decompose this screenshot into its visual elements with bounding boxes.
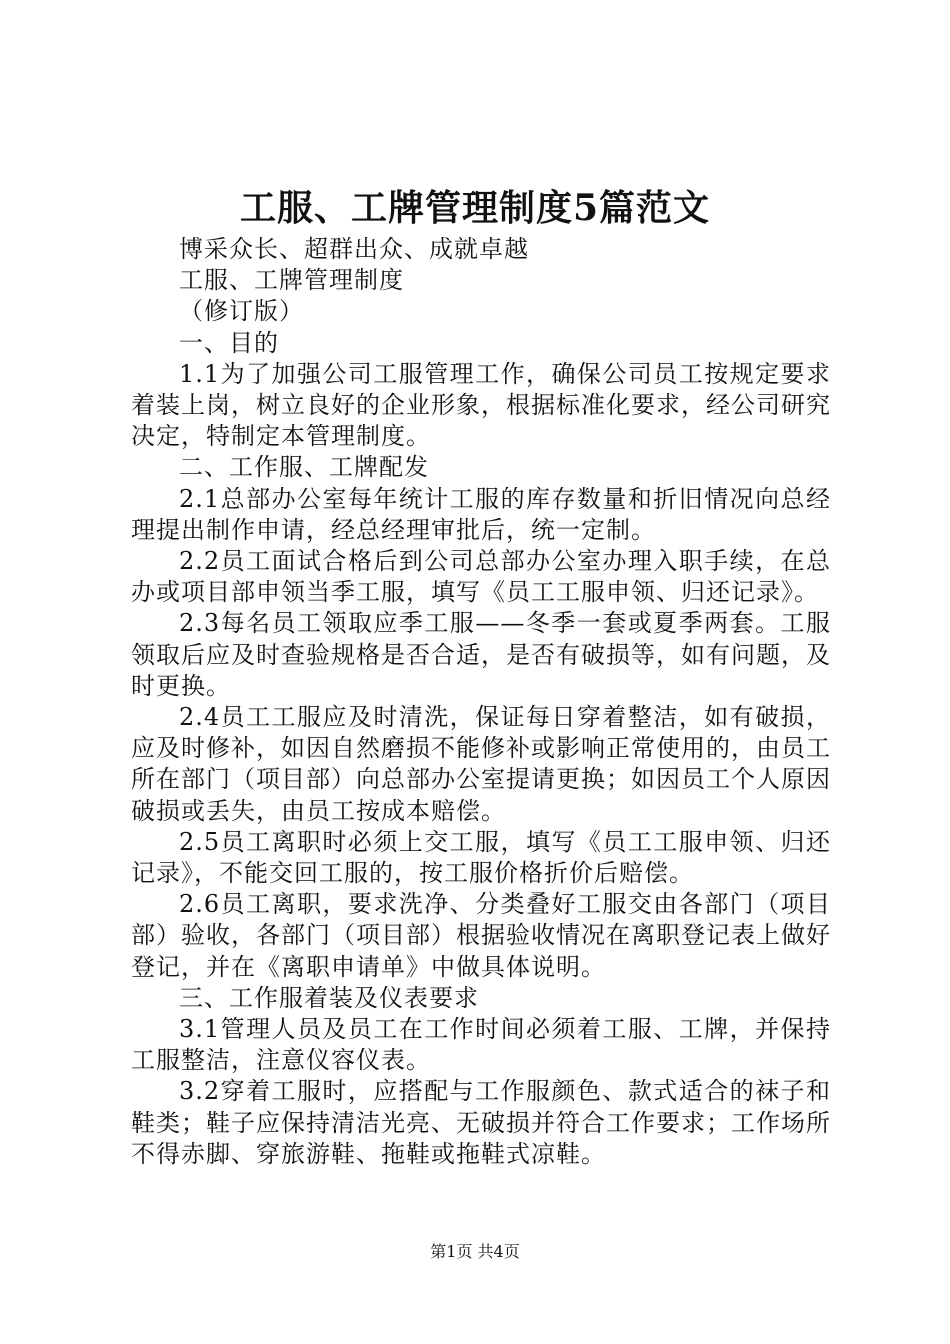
paragraph-subtitle: 工服、工牌管理制度 bbox=[179, 266, 404, 295]
paragraph-revision: （修订版） bbox=[179, 297, 304, 326]
paragraph-motto: 博采众长、超群出众、成就卓越 bbox=[179, 235, 529, 263]
paragraph-2-3: 2.3每名员工领取应季工服——冬季一套或夏季两套。工服领取后应及时查验规格是否合适，是否有破损等，如有问题，及时更换。 bbox=[131, 609, 831, 700]
section-heading-dress-code: 三、工作服着装及仪表要求 bbox=[179, 983, 479, 1012]
paragraph-2-4: 2.4员工工服应及时清洗，保证每日穿着整洁，如有破损，应及时修补，如因自然磨损不能修补或影响正常使用的，由员工所在部门（项目部）向总部办公室提请更换；如因员工个人原因破损或丢失，由员工按成本赔偿。 bbox=[131, 703, 831, 825]
paragraph-2-6: 2.6员工离职，要求洗净、分类叠好工服交由各部门（项目部）验收，各部门（项目部）根据验收情况在离职登记表上做好登记，并在《离职申请单》中做具体说明。 bbox=[131, 890, 831, 981]
document-body bbox=[131, 234, 831, 1170]
paragraph-2-5: 2.5员工离职时必须上交工服，填写《员工工服申领、归还记录》，不能交回工服的，按工服价格折价后赔偿。 bbox=[131, 827, 831, 888]
paragraph-3-1: 3.1管理人员及员工在工作时间必须着工服、工牌，并保持工服整洁，注意仪容仪表。 bbox=[131, 1015, 831, 1075]
section-heading-purpose: 一、目的 bbox=[179, 328, 279, 357]
page-footer: 第1页 共4页 bbox=[430, 1242, 520, 1261]
paragraph-1-1: 1.1为了加强公司工服管理工作，确保公司员工按规定要求着装上岗，树立良好的企业形象，根据标准化要求，经公司研究决定，特制定本管理制度。 bbox=[131, 359, 831, 451]
paragraph-2-1: 2.1总部办公室每年统计工服的库存数量和折旧情况向总经理提出制作申请，经总经理审批后，统一定制。 bbox=[131, 484, 831, 544]
paragraph-3-2: 3.2穿着工服时，应搭配与工作服颜色、款式适合的袜子和鞋类；鞋子应保持清洁光亮、无破损并符合工作要求；工作场所不得赤脚、穿旅游鞋、拖鞋或拖鞋式凉鞋。 bbox=[131, 1077, 831, 1168]
document-title: 工服、工牌管理制度5篇范文 bbox=[239, 187, 711, 229]
paragraph-2-2: 2.2员工面试合格后到公司总部办公室办理入职手续，在总办或项目部申领当季工服，填写《员工工服申领、归还记录》。 bbox=[131, 547, 831, 607]
section-heading-distribution: 二、工作服、工牌配发 bbox=[179, 453, 429, 482]
